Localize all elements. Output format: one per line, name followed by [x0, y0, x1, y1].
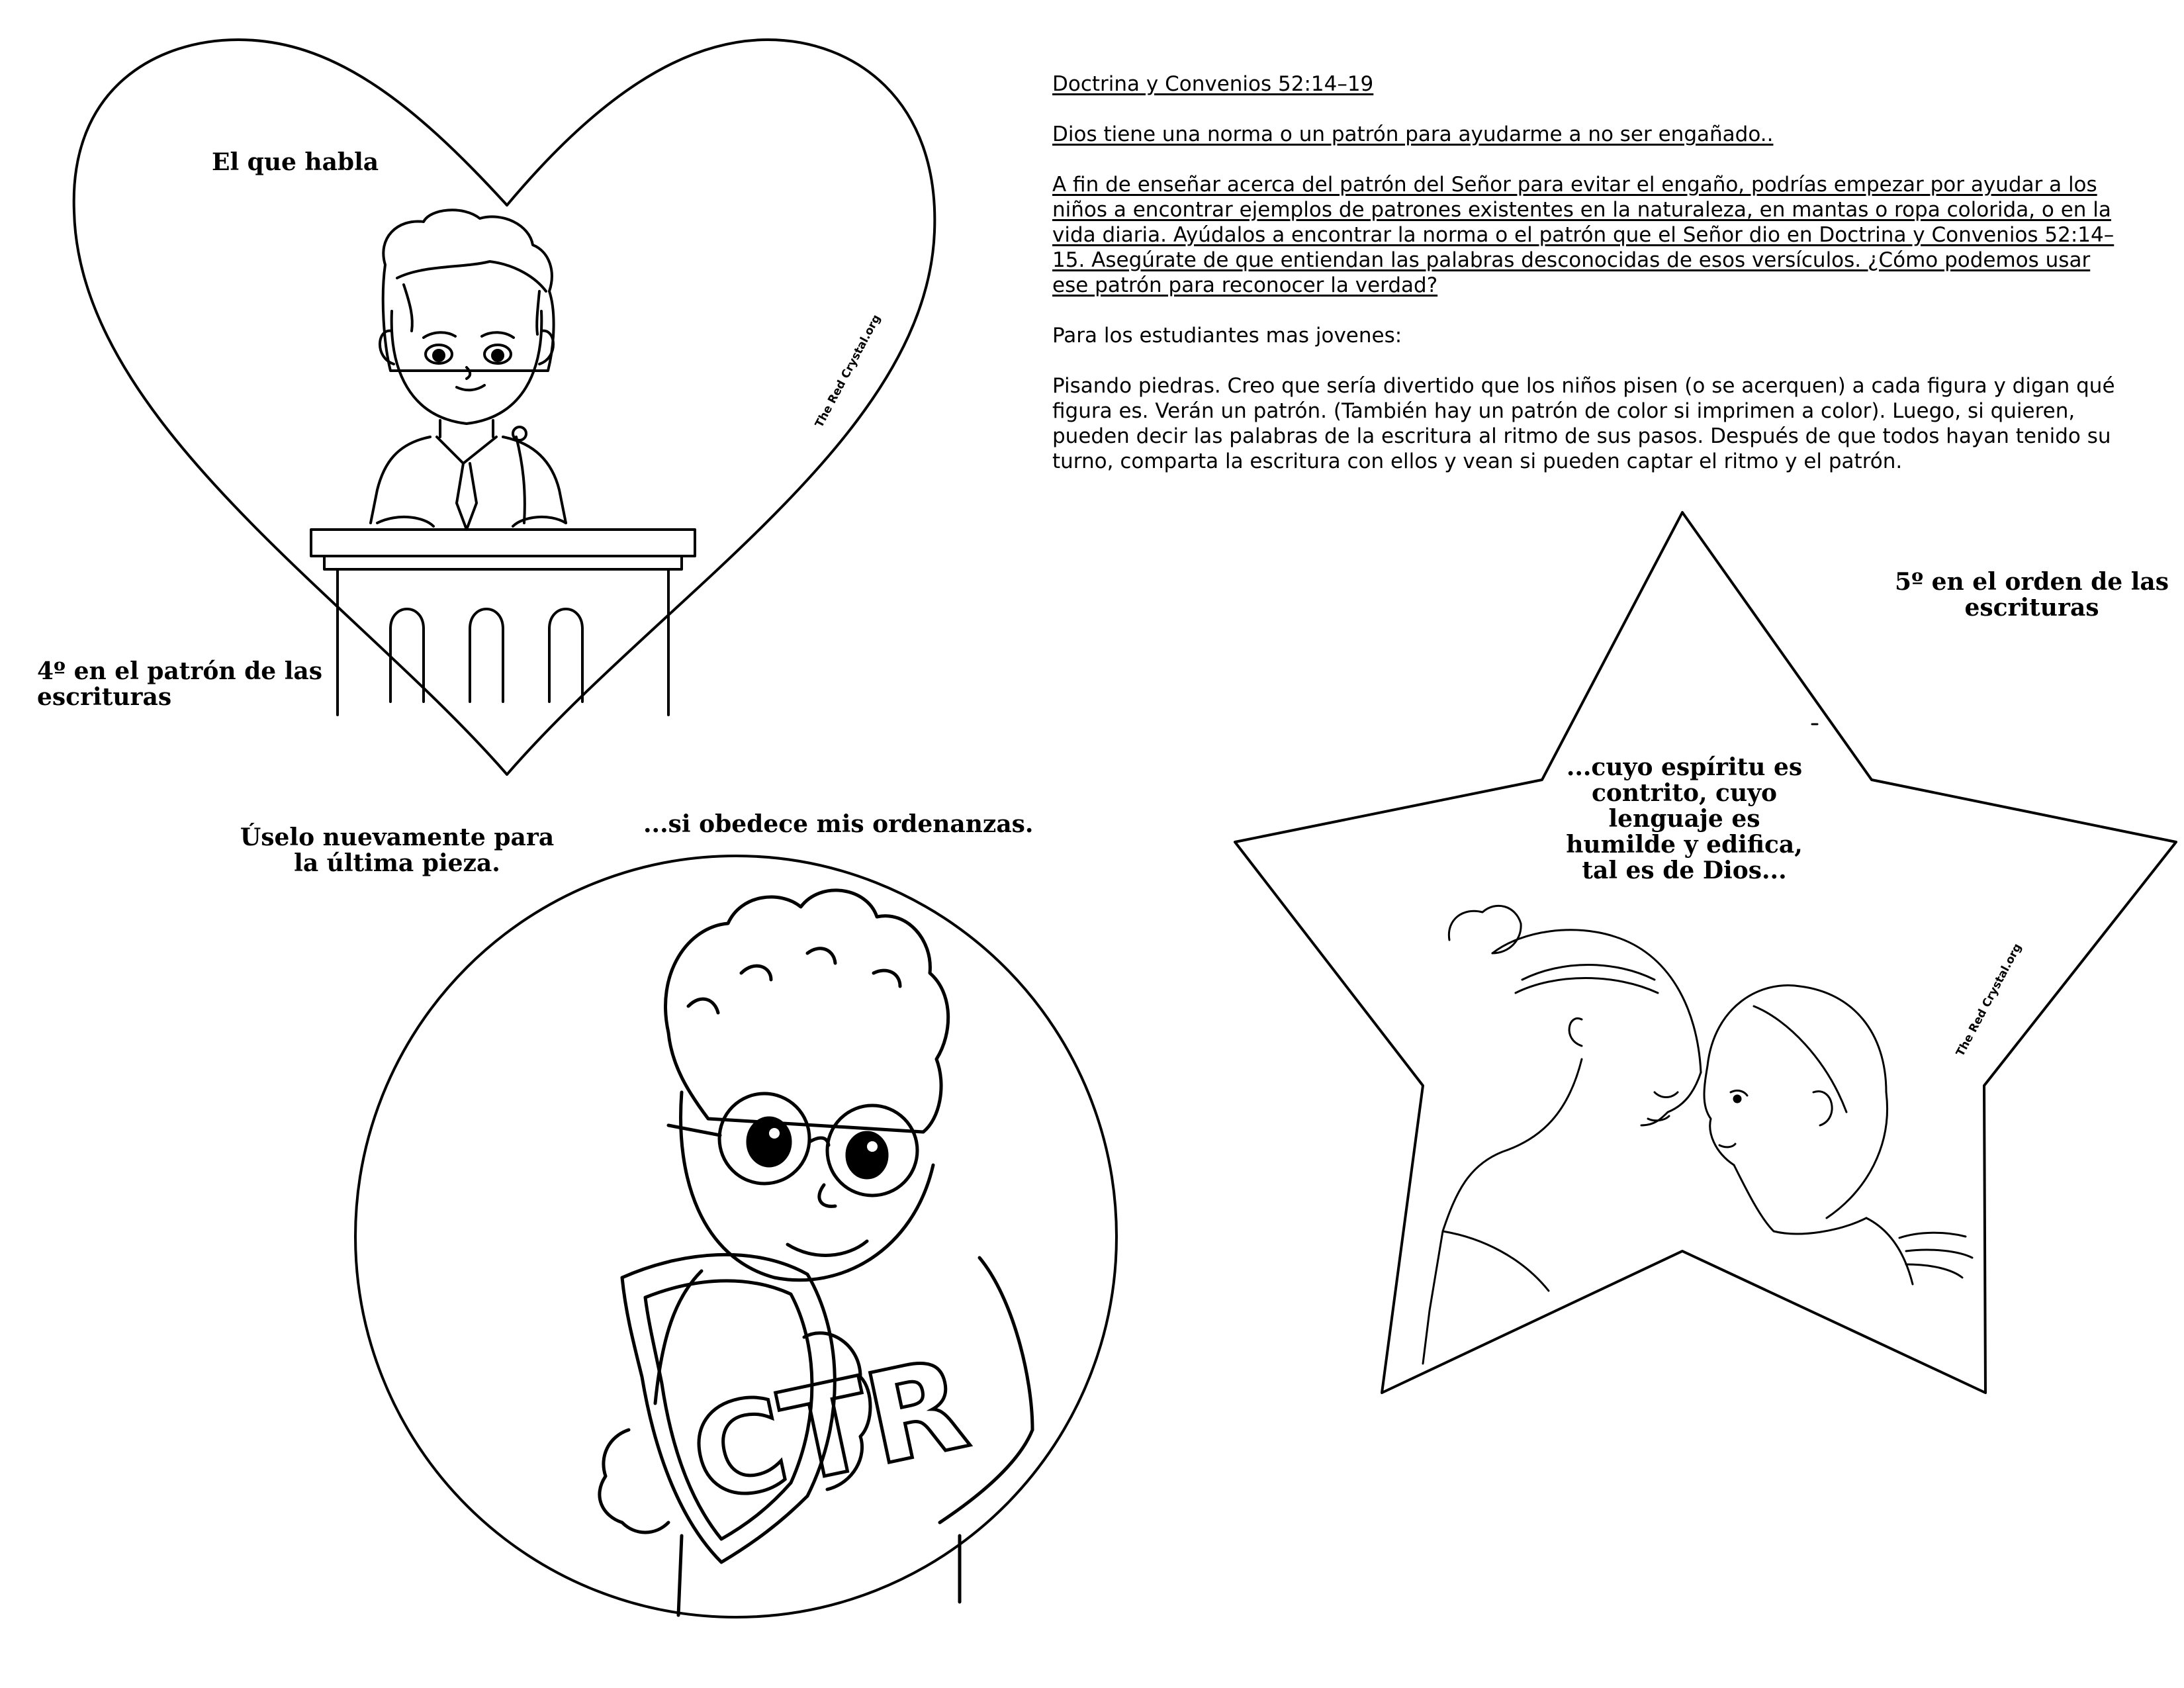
younger-students-heading: Para los estudiantes mas jovenes: — [1052, 324, 1402, 348]
mother-child-illustration — [1423, 906, 1972, 1364]
circle-shape — [355, 856, 1116, 1617]
ctr-shield-text: CTR — [679, 1331, 979, 1531]
heart-watermark: The Red Crystal.org — [813, 312, 884, 430]
scripture-reference: Doctrina y Convenios 52:14–19 — [1052, 72, 1374, 96]
star-caption: ...cuyo espíritu es contrito, cuyo lenguaje es humilde y edifica, tal es de Dios... — [1566, 753, 1803, 884]
younger-students-paragraph: Pisando piedras. Creo que sería divertido que los niños pisen (o se acerquen) a cada figura y digan qué figura es. Verán un patrón. (También hay un patrón de color si imprimen a color). Luego, si quieren, pueden decir las palabras de la escritura al ritmo de sus pasos. Después de que todos hayan tenido su turno, comparta la escritura con ellos y vean si pueden captar el ritmo y el patrón. — [1052, 374, 2115, 473]
teaching-paragraph: A fin de enseñar acerca del patrón del Señor para evitar el engaño, podrías empezar por ayudar a los niños a encontrar ejemplos de patrones existentes en la naturaleza, en mantas o ropa colorida, o en la vida diaria. Ayúdalos a encontrar la norma o el patrón que el Señor dio en Doctrina y Convenios 52:14–15. Asegúrate de que entiendan las palabras desconocidas de esos versículos. ¿Cómo podemos usar ese patrón para reconocer la verdad? — [1052, 173, 2115, 297]
ctr-boy-illustration — [600, 890, 1032, 1615]
heart-caption: El que habla — [212, 148, 379, 176]
circle-caption: ...si obedece mis ordenanzas. — [643, 810, 1034, 838]
star-side-label: 5º en el orden de las escrituras — [1895, 568, 2169, 622]
speaking-boy-illustration — [311, 210, 695, 715]
star-shape — [1235, 512, 2176, 1393]
heart-side-label: 4º en el patrón de las escrituras — [37, 657, 322, 711]
circle-side-label: Úselo nuevamente para la última pieza. — [240, 823, 555, 877]
instructions-block — [1052, 71, 2124, 499]
lesson-summary: Dios tiene una norma o un patrón para ayudarme a no ser engañado.. — [1052, 122, 1774, 146]
star-watermark: The Red Crystal.org — [1954, 941, 2025, 1059]
